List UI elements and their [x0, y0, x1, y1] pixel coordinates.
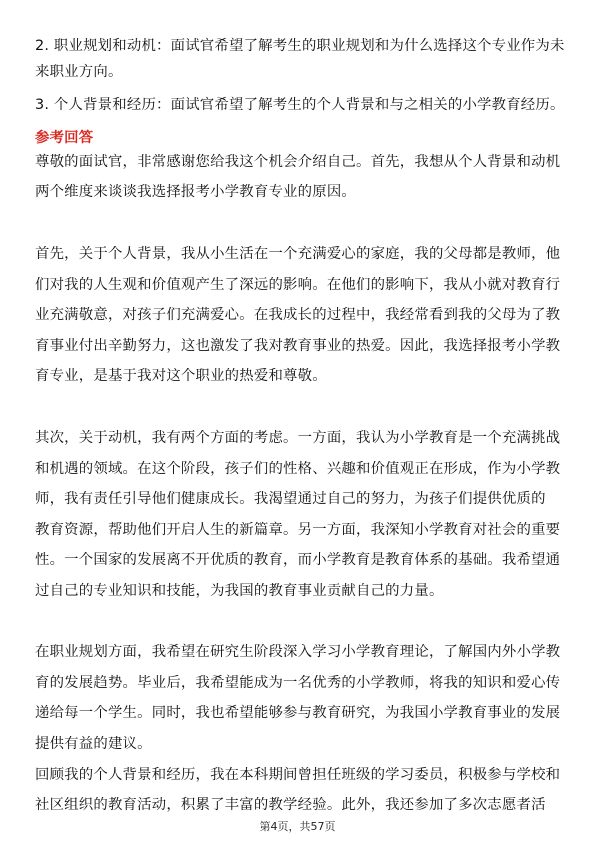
paragraph-line: 回顾我的个人背景和经历，我在本科期间曾担任班级的学习委员，积极参与学校和 [35, 767, 561, 783]
paragraph-line: 业充满敬意，对孩子们充满爱心。在我成长的过程中，我经常看到我的父母为了教 [35, 307, 561, 323]
paragraph-line: 育专业，是基于我对这个职业的热爱和尊敬。 [35, 368, 327, 384]
paragraph-line: 在职业规划方面，我希望在研究生阶段深入学习小学教育理论，了解国内外小学教 [35, 644, 561, 660]
paragraph-line: 递给每一个学生。同时，我也希望能够参与教育研究，为我国小学教育事业的发展 [35, 705, 561, 721]
paragraph-line: 尊敬的面试官，非常感谢您给我这个机会介绍自己。首先，我想从个人背景和动机 [35, 154, 561, 170]
paragraph-line: 其次，关于动机，我有两个方面的考虑。一方面，我认为小学教育是一个充满挑战 [35, 430, 561, 446]
paragraph-line: 两个维度来谈谈我选择报考小学教育专业的原因。 [35, 184, 356, 200]
list-item-2-line-1: 2. 职业规划和动机：面试官希望了解考生的职业规划和为什么选择这个专业作为未 [35, 38, 565, 54]
list-item-3: 3. 个人背景和经历：面试官希望了解考生的个人背景和与之相关的小学教育经历。 [35, 97, 565, 113]
paragraph-line: 们对我的人生观和价值观产生了深远的影响。在他们的影响下，我从小就对教育行 [35, 277, 561, 293]
paragraph-line: 育事业付出辛勤努力，这也激发了我对教育事业的热爱。因此，我选择报考小学教 [35, 338, 561, 354]
paragraph-line: 提供有益的建议。 [35, 736, 152, 752]
paragraph-line: 性。一个国家的发展离不开优质的教育，而小学教育是教育体系的基础。我希望通 [35, 552, 561, 568]
paragraph-line: 育的发展趋势。毕业后，我希望能成为一名优秀的小学教师，将我的知识和爱心传 [35, 675, 561, 691]
paragraph-line: 首先，关于个人背景，我从小生活在一个充满爱心的家庭，我的父母都是教师，他 [35, 246, 561, 262]
paragraph-line: 教育资源，帮助他们开启人生的新篇章。另一方面，我深知小学教育对社会的重要 [35, 522, 561, 538]
paragraph-line: 过自己的专业知识和技能，为我国的教育事业贡献自己的力量。 [35, 583, 444, 599]
page-number-footer: 第4页，共57页 [259, 820, 336, 833]
paragraph-line: 和机遇的领域。在这个阶段，孩子们的性格、兴趣和价值观正在形成，作为小学教 [35, 461, 561, 477]
answer-heading: 参考回答 [35, 130, 94, 146]
paragraph-line: 社区组织的教育活动，积累了丰富的教学经验。此外，我还参加了多次志愿者活 [35, 797, 546, 813]
paragraph-line: 师，我有责任引导他们健康成长。我渴望通过自己的努力，为孩子们提供优质的 [35, 491, 546, 507]
list-item-2-line-2: 来职业方向。 [35, 64, 123, 80]
